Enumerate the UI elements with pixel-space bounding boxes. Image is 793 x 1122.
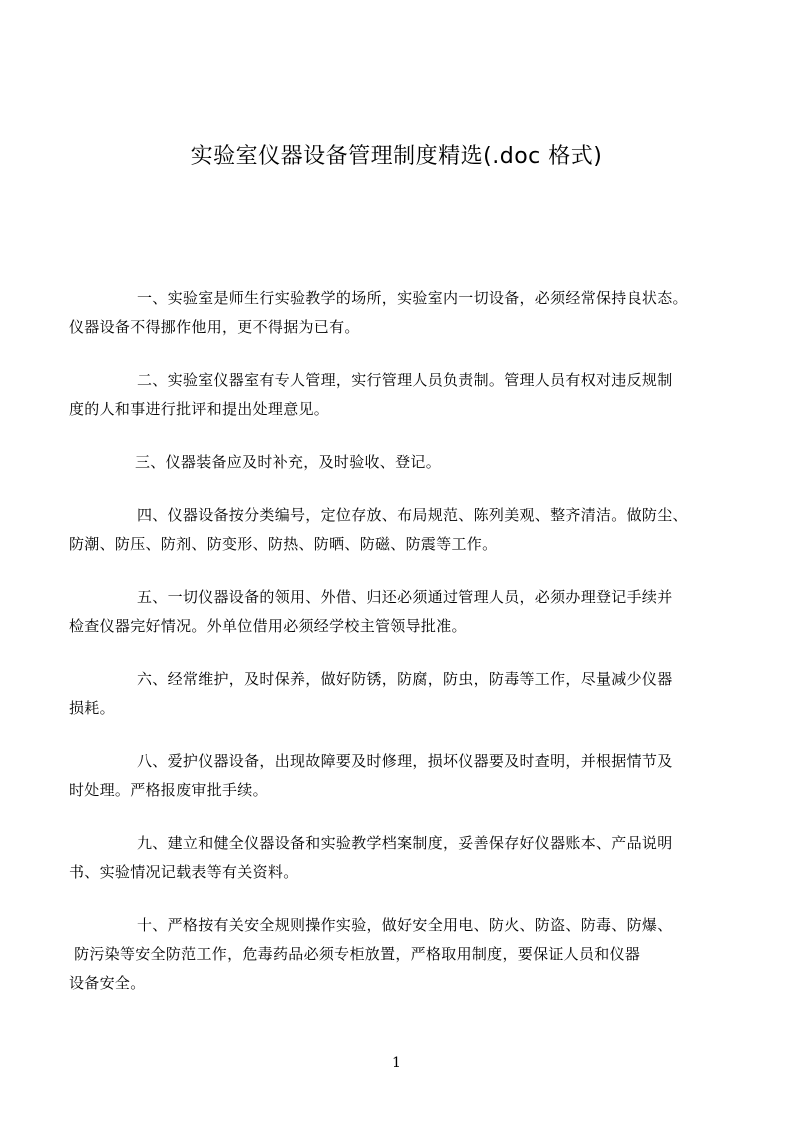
paragraph-10 (69, 911, 703, 998)
paragraph-9 (69, 829, 703, 887)
paragraph-line: 检查仪器完好情况。外单位借用必须经学校主管领导批准。 (69, 617, 467, 635)
paragraph-line: 时处理。严格报废审批手续。 (69, 781, 268, 799)
paragraph-line: 二、实验室仪器室有专人管理，实行管理人员负责制。管理人员有权对违反规制 (137, 371, 673, 389)
paragraph-line: 防污染等安全防范工作，危毒药品必须专柜放置，严格取用制度，要保证人员和仪器 (69, 945, 641, 963)
paragraph-line: 度的人和事进行批评和提出处理意见。 (69, 400, 330, 418)
paragraph-line: 防潮、防压、防剂、防变形、防热、防晒、防磁、防震等工作。 (69, 535, 498, 553)
paragraph-line: 设备安全。 (69, 974, 146, 992)
document-body (69, 284, 703, 1022)
paragraph-line: 损耗。 (69, 699, 115, 717)
paragraph-line: 一、实验室是师生行实验教学的场所，实验室内一切设备，必须经常保持良状态。 (137, 289, 688, 307)
paragraph-line: 八、爱护仪器设备，出现故障要及时修理，损坏仪器要及时查明，并根据情节及 (137, 752, 673, 770)
paragraph-2 (69, 366, 703, 424)
paragraph-4 (69, 501, 703, 559)
paragraph-line: 仪器设备不得挪作他用，更不得据为已有。 (69, 318, 360, 336)
paragraph-line: 三、仪器装备应及时补充，及时验收、登记。 (135, 453, 442, 471)
document-title: 实验室仪器设备管理制度精选(.doc 格式) (190, 144, 603, 169)
paragraph-8 (69, 747, 703, 805)
paragraph-6 (69, 665, 703, 723)
paragraph-line: 十、严格按有关安全规则操作实验，做好安全用电、防火、防盗、防毒、防爆、 (137, 916, 673, 934)
paragraph-line: 五、一切仪器设备的领用、外借、归还必须通过管理人员，必须办理登记手续并 (137, 588, 673, 606)
paragraph-line: 书、实验情况记载表等有关资料。 (69, 863, 299, 881)
paragraph-line: 六、经常维护，及时保养，做好防锈，防腐，防虫，防毒等工作，尽量减少仪器 (137, 670, 673, 688)
paragraph-line: 九、建立和健全仪器设备和实验教学档案制度，妥善保存好仪器账本、产品说明 (137, 834, 673, 852)
paragraph-line: 四、仪器设备按分类编号，定位存放、布局规范、陈列美观、整齐清洁。做防尘、 (137, 506, 688, 524)
paragraph-3 (103, 448, 703, 477)
paragraph-5 (69, 583, 703, 641)
paragraph-1 (69, 284, 703, 342)
page-number: 1 (392, 1055, 401, 1071)
